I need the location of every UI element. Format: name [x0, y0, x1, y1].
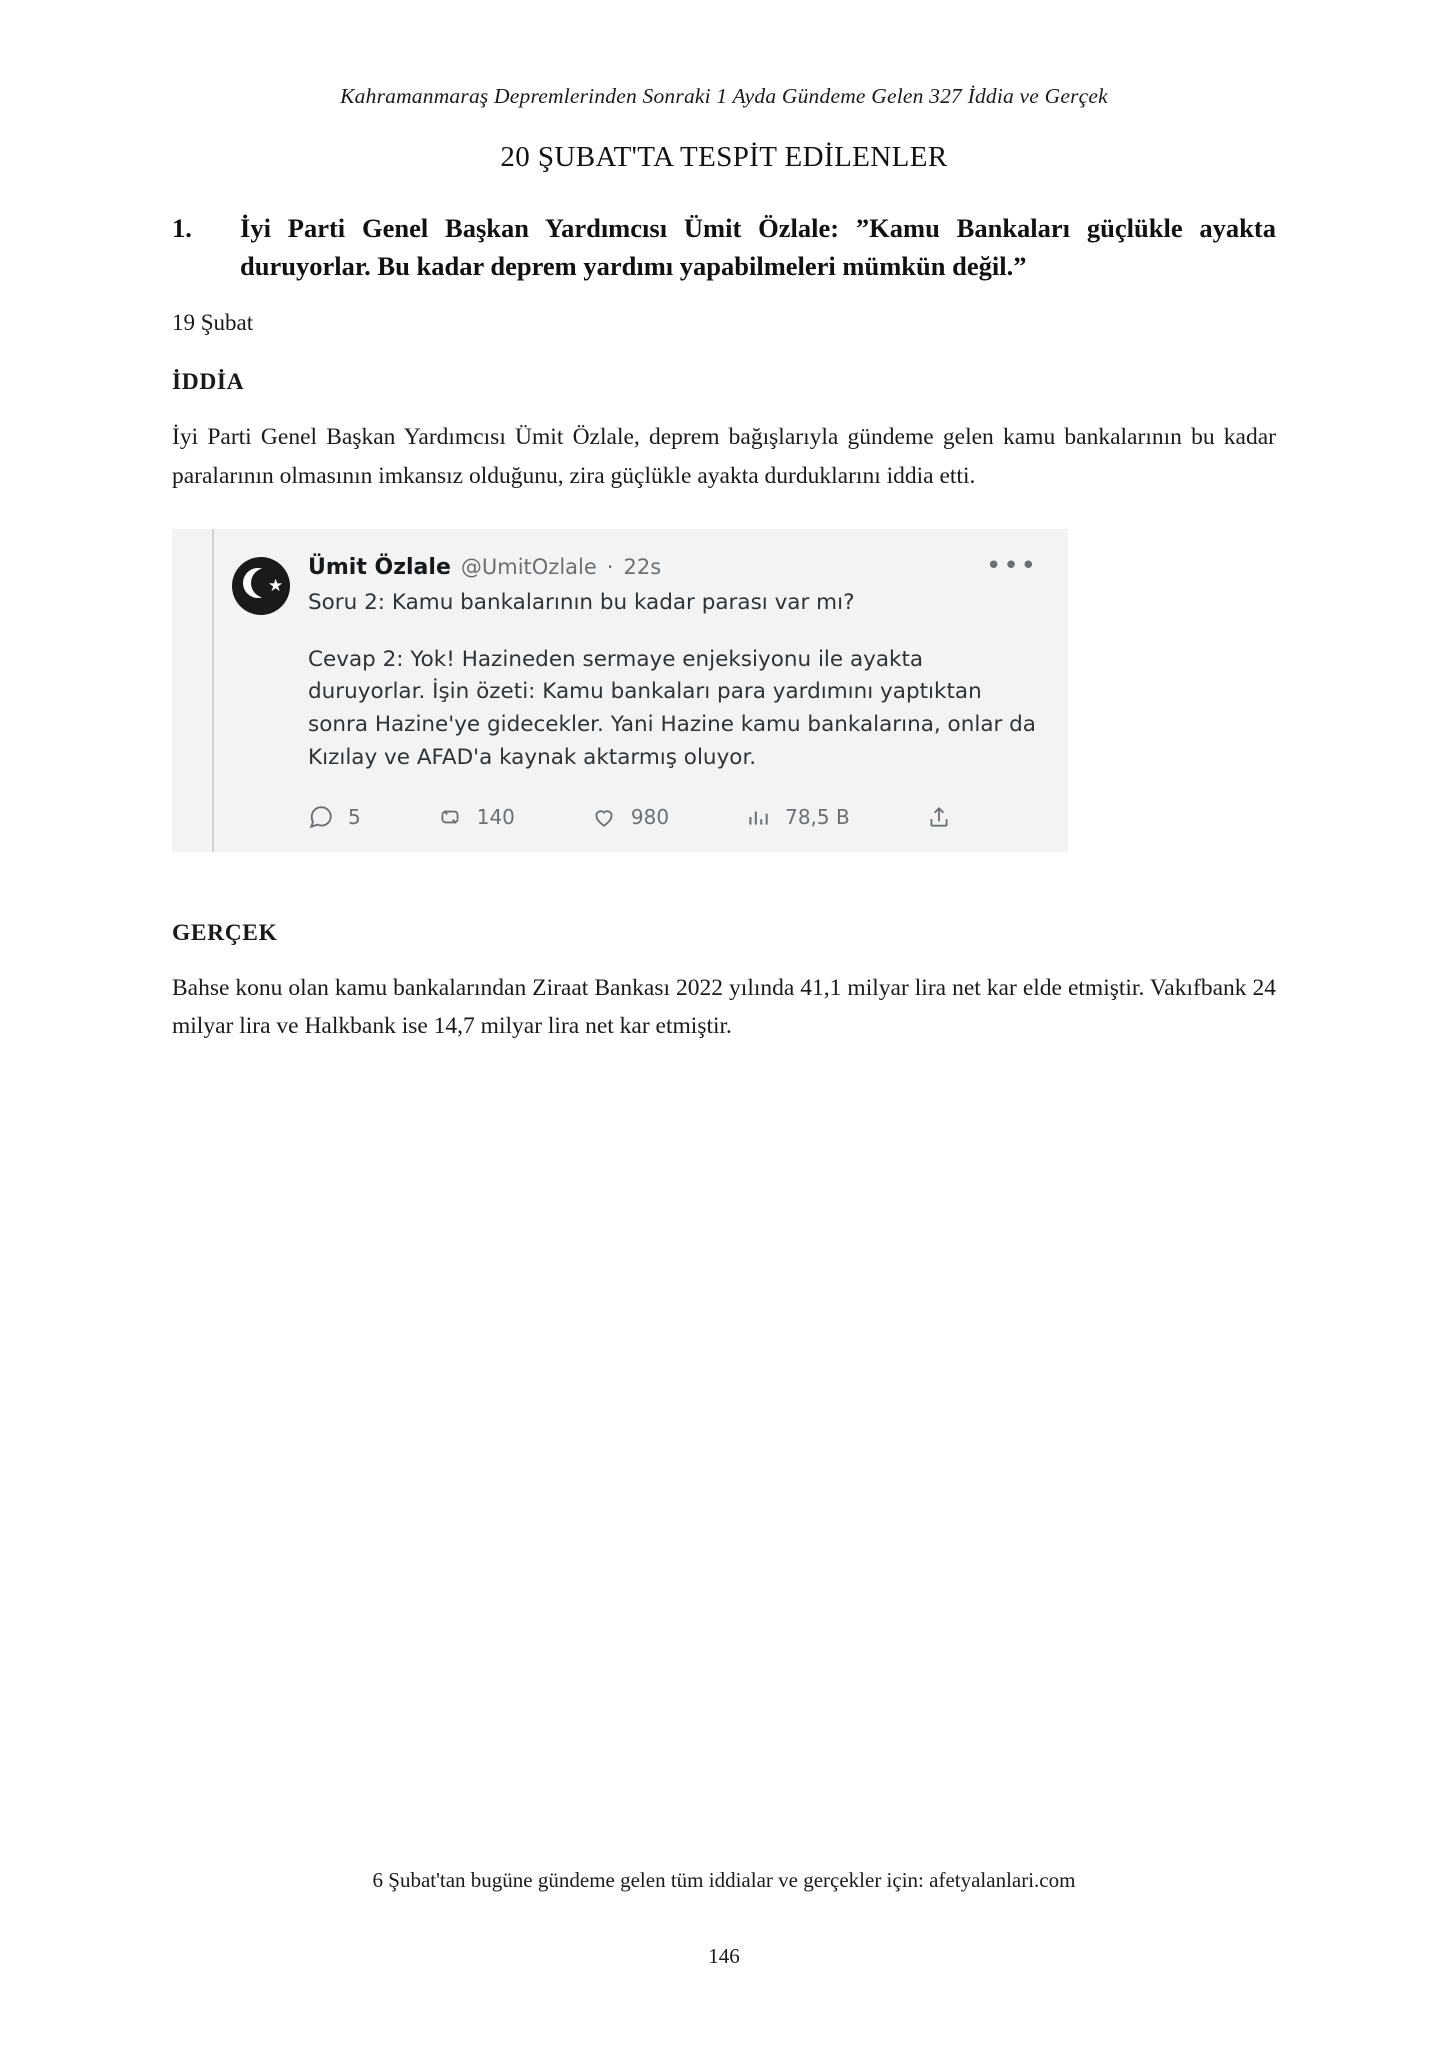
retweet-action[interactable]	[437, 804, 515, 830]
claim-heading	[172, 210, 1276, 285]
tweet-screenshot	[172, 529, 1068, 853]
tweet-timestamp[interactable]: 22s	[623, 554, 662, 579]
tweet-handle[interactable]: @UmitOzlale	[460, 554, 597, 579]
star-icon: ★	[268, 575, 284, 595]
reply-action[interactable]	[308, 804, 361, 830]
retweet-icon	[437, 804, 463, 830]
page-number: 146	[708, 1944, 740, 1968]
more-options-icon[interactable]: •••	[985, 550, 1038, 581]
claim-heading-text: İyi Parti Genel Başkan Yardımcısı Ümit Özlale: ”Kamu Bankaları güçlükle ayakta duruyorlar. Bu kadar deprem yardımı yapabilmeleri mümkün değil.”	[240, 213, 1276, 281]
reply-icon	[308, 804, 334, 830]
like-action[interactable]	[591, 804, 669, 830]
tweet-main	[290, 550, 1038, 831]
iddia-label: İDDİA	[172, 369, 245, 396]
running-header: Kahramanmaraş Depremlerinden Sonraki 1 Ayda Gündeme Gelen 327 İddia ve Gerçek	[340, 84, 1108, 108]
tweet-body-text: Cevap 2: Yok! Hazineden sermaye enjeksiyonu ile ayakta duruyorlar. İşin özeti: Kamu bankaları para yardımını yaptıktan sonra Hazine'ye gidecekler. Yani Hazine kamu bankalarına, onlar da Kızılay ve AFAD'a kaynak aktarmış oluyor.	[308, 646, 1036, 770]
tweet-question: Soru 2: Kamu bankalarının bu kadar parası var mı?	[308, 589, 855, 615]
iddia-paragraph: İyi Parti Genel Başkan Yardımcısı Ümit Özlale, deprem bağışlarıyla gündeme gelen kamu bankalarının bu kadar paralarının olmasının imkansız olduğunu, zira güçlükle ayakta durduklarını iddia etti.	[172, 424, 1276, 489]
views-action[interactable]	[745, 804, 850, 830]
quote-bar	[198, 555, 224, 831]
tweet-inner	[172, 529, 1068, 853]
gercek-label: GERÇEK	[172, 920, 278, 947]
tweet-header	[308, 550, 1038, 581]
like-count: 980	[630, 805, 670, 830]
tweet-separator: ·	[606, 554, 614, 579]
tweet-action-bar	[308, 804, 1038, 830]
footer-note: 6 Şubat'tan bugüne gündeme gelen tüm iddialar ve gerçekler için: afetyalanlari.com	[372, 1868, 1076, 1892]
tweet-display-name: Ümit Özlale	[308, 554, 451, 580]
avatar	[232, 557, 290, 615]
analytics-icon	[745, 804, 771, 830]
reply-count: 5	[348, 805, 361, 830]
section-title: 20 ŞUBAT'TA TESPİT EDİLENLER	[500, 141, 948, 173]
gercek-paragraph: Bahse konu olan kamu bankalarından Ziraat Bankası 2022 yılında 41,1 milyar lira net kar elde etmiştir. Vakıfbank 24 milyar lira ve Halkbank ise 14,7 milyar lira net kar etmiştir.	[172, 975, 1276, 1040]
claim-date: 19 Şubat	[172, 310, 254, 336]
share-action[interactable]	[926, 804, 966, 830]
page-content	[172, 0, 1276, 1045]
retweet-count: 140	[476, 805, 515, 830]
heart-icon	[591, 804, 617, 830]
view-count: 78,5 B	[785, 805, 850, 830]
claim-number: 1.	[172, 213, 192, 243]
share-icon	[926, 804, 952, 830]
